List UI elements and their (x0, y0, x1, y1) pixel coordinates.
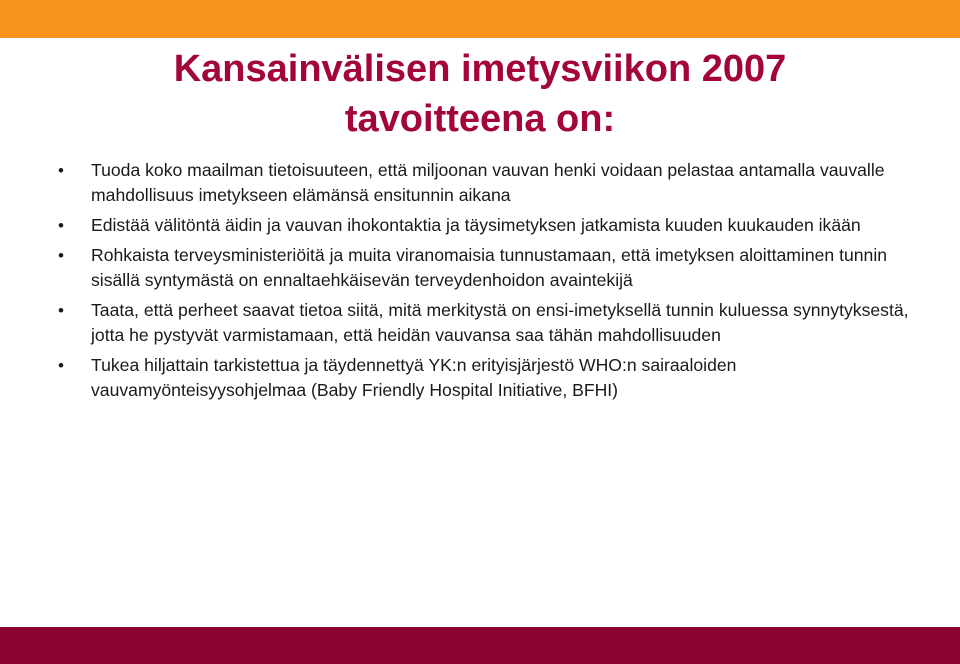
slide-title-line1: Kansainvälisen imetysviikon 2007 (173, 48, 787, 90)
bullet-item-2 (58, 213, 918, 238)
bullet-item-3 (58, 243, 918, 293)
bullet-item-4 (58, 298, 918, 348)
bottom-accent-bar (0, 627, 960, 664)
bullet-list (58, 158, 918, 408)
bullet-dot-icon: • (58, 161, 64, 180)
bullet-dot-icon: • (58, 301, 64, 320)
bullet-text-4: Taata, että perheet saavat tietoa siitä, mitä merkitystä on ensi-imetyksellä tunnin kuluessa synnytyksestä, jotta he pystyvät varmistamaan, että heidän vauvansa saa tähän mahdollisuuden (91, 300, 909, 345)
bullet-dot-icon: • (58, 246, 64, 265)
bullet-text-3: Rohkaista terveysministeriöitä ja muita viranomaisia tunnustamaan, että imetyksen aloittaminen tunnin sisällä syntymästä on ennaltaehkäisevän terveydenhoidon avaintekijä (91, 245, 888, 290)
bullet-item-1 (58, 158, 918, 208)
bullet-text-5: Tukea hiljattain tarkistettua ja täydennettyä YK:n erityisjärjestö WHO:n sairaaloiden vauvamyönteisyysohjelmaa (Baby Friendly Hospital Initiative, BFHI) (91, 355, 737, 400)
bullet-dot-icon: • (58, 216, 64, 235)
top-accent-bar (0, 0, 960, 38)
bullet-dot-icon: • (58, 356, 64, 375)
bullet-item-5 (58, 353, 918, 403)
bullet-text-1: Tuoda koko maailman tietoisuuteen, että miljoonan vauvan henki voidaan pelastaa antamalla vauvalle mahdollisuus imetykseen elämänsä ensitunnin aikana (91, 160, 885, 205)
slide-title-line2: tavoitteena on: (344, 98, 616, 140)
bullet-text-2: Edistää välitöntä äidin ja vauvan ihokontaktia ja täysimetyksen jatkamista kuuden kuukauden ikään (91, 215, 861, 235)
slide-title (0, 44, 960, 144)
